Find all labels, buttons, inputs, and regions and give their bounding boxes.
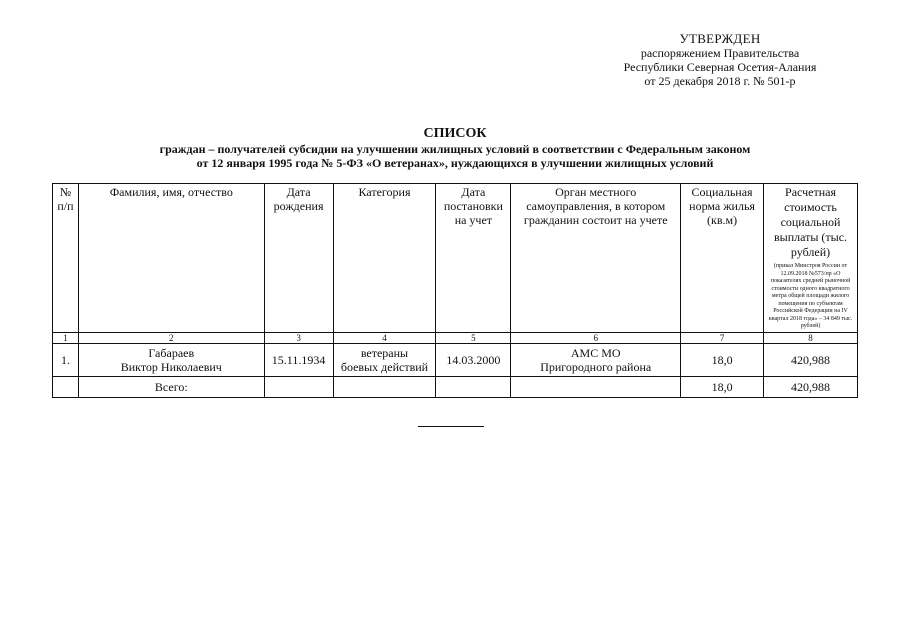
row-category: [333, 343, 436, 376]
total-row: [53, 376, 858, 397]
approval-line-2: Республики Северная Осетия-Алания: [623, 60, 817, 74]
row-name: [78, 343, 264, 376]
header-category: Категория: [333, 184, 436, 333]
column-number: 8: [764, 332, 858, 343]
total-payment: 420,988: [764, 376, 858, 397]
column-number: 7: [681, 332, 764, 343]
total-label: Всего:: [78, 376, 264, 397]
approval-line-3: от 25 декабря 2018 г. № 501-р: [644, 74, 796, 88]
column-number: 6: [511, 332, 681, 343]
row-name-given: Виктор Николаевич: [120, 359, 222, 374]
header-payment-main: Расчетная стоимость социальной выплаты (тыс. рублей): [773, 185, 848, 259]
row-authority-line-1: АМС МО: [570, 345, 621, 360]
row-payment: 420,988: [764, 343, 858, 376]
row-birth-date: 15.11.1934: [264, 343, 333, 376]
header-payment: [764, 184, 858, 333]
title-line-2: граждан – получателей субсидии на улучшении жилищных условий в соответствии с Федеральным законом: [159, 142, 751, 156]
total-empty: [53, 376, 79, 397]
document-title: [52, 125, 858, 170]
column-number: 1: [53, 332, 79, 343]
end-rule: [418, 426, 484, 427]
row-authority-line-2: Пригородного района: [540, 359, 652, 374]
recipients-table: [52, 183, 858, 398]
total-empty: [333, 376, 436, 397]
approval-heading: УТВЕРЖДЕН: [679, 31, 761, 46]
row-category-line-1: ветераны: [360, 345, 409, 360]
header-authority: Орган местного самоуправления, в котором гражданин состоит на учете: [511, 184, 681, 333]
row-number: 1.: [53, 343, 79, 376]
title-main: СПИСОК: [423, 126, 487, 141]
approval-stamp: [600, 32, 840, 88]
column-number: 5: [436, 332, 511, 343]
column-number-row: [53, 332, 858, 343]
title-line-3: от 12 января 1995 года № 5-ФЗ «О ветеранах», нуждающихся в улучшении жилищных условий: [196, 156, 714, 170]
header-number: № п/п: [53, 184, 79, 333]
column-number: 4: [333, 332, 436, 343]
header-name: Фамилия, имя, отчество: [78, 184, 264, 333]
column-number: 3: [264, 332, 333, 343]
row-authority: [511, 343, 681, 376]
total-empty: [436, 376, 511, 397]
row-category-line-2: боевых действий: [340, 359, 429, 374]
total-empty: [264, 376, 333, 397]
header-payment-note: (приказ Минстроя России от 12.09.2018 №573/пр «О показателях средней рыночной стоимости одного квадратного метра общей площади жилого помещения по субъектам Российской Федерации на IV квартал 2018 года» – 34 849 тыс. рублей): [768, 263, 853, 329]
total-housing-norm: 18,0: [681, 376, 764, 397]
row-housing-norm: 18,0: [681, 343, 764, 376]
table-header-row: [53, 184, 858, 333]
column-number: 2: [78, 332, 264, 343]
table-row: [53, 343, 858, 376]
header-birth-date: Дата рождения: [264, 184, 333, 333]
header-housing-norm: Социальная норма жилья (кв.м): [681, 184, 764, 333]
row-registration-date: 14.03.2000: [436, 343, 511, 376]
approval-line-1: распоряжением Правительства: [640, 46, 800, 60]
total-empty: [511, 376, 681, 397]
header-registration-date: Дата постановки на учет: [436, 184, 511, 333]
row-name-surname: Габараев: [148, 345, 195, 360]
